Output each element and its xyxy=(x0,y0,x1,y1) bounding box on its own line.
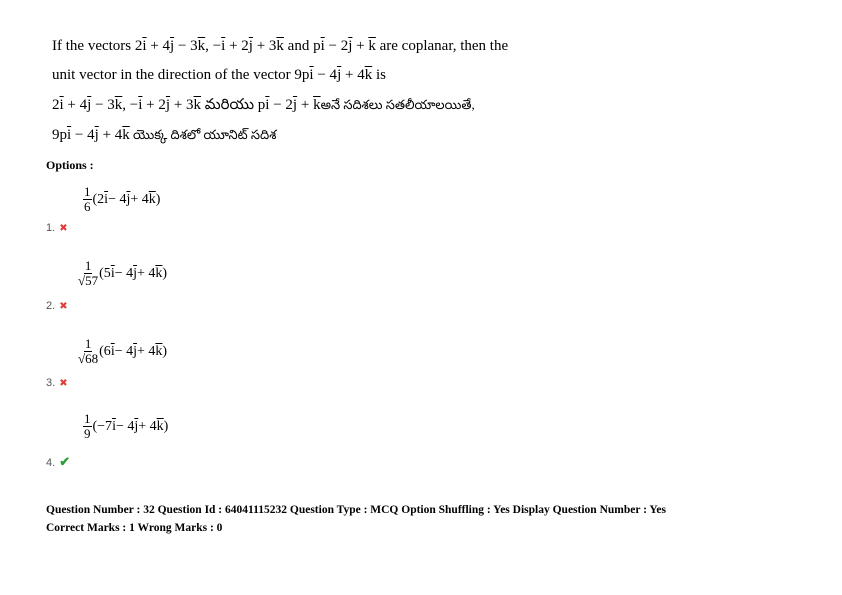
unit-vector-j: $\overline{j}$ xyxy=(170,38,175,54)
unit-vector-k: $\overline{k}$ xyxy=(148,191,156,207)
unit-vector-j: $\overline{j}$ xyxy=(337,67,342,83)
option-number: 2. xyxy=(46,300,56,312)
option-number: 4. xyxy=(46,457,56,469)
unit-vector-k: $\overline{k}$ xyxy=(276,38,284,54)
text: − 4 xyxy=(114,265,134,281)
unit-vector-k: $\overline{k}$ xyxy=(156,418,164,434)
unit-vector-j: $\overline{j}$ xyxy=(87,97,92,113)
unit-vector-j: $\overline{j}$ xyxy=(348,38,353,54)
text: 2 xyxy=(52,97,60,113)
text: + xyxy=(352,38,369,54)
option-number: 3. xyxy=(46,377,56,389)
text: ) xyxy=(155,191,161,207)
unit-vector-i: $\overline{i}$ xyxy=(112,418,116,434)
text: (2 xyxy=(92,191,105,207)
text: + 4 xyxy=(138,418,157,434)
unit-vector-j: $\overline{j}$ xyxy=(248,38,253,54)
option-1-marker xyxy=(46,218,68,236)
unit-vector-i: $\overline{i}$ xyxy=(110,265,115,281)
telugu-text: యొక్క దిశలో యూనిట్ సదిశ xyxy=(129,127,277,142)
text: unit vector in the direction of the vector 9p xyxy=(52,67,310,83)
unit-vector-k: $\overline{k}$ xyxy=(193,97,202,113)
option-3-marker xyxy=(46,373,68,391)
wrong-mark-icon: ✖ xyxy=(59,301,68,312)
text: − 4 xyxy=(71,127,95,143)
question-line-1 xyxy=(52,38,508,55)
text: + 4 xyxy=(98,127,123,143)
unit-vector-i: $\overline{i}$ xyxy=(138,97,143,113)
unit-vector-j: $\overline{j}$ xyxy=(292,97,298,113)
text: ) xyxy=(162,343,168,359)
fraction xyxy=(83,412,92,441)
unit-vector-i: $\overline{i}$ xyxy=(110,343,115,359)
text: is xyxy=(372,67,386,83)
denominator: √68 xyxy=(78,351,99,366)
text: − 4 xyxy=(313,67,338,83)
fraction xyxy=(83,185,92,214)
text: − 3 xyxy=(174,38,198,54)
wrong-mark-icon: ✖ xyxy=(59,223,68,234)
text: − 4 xyxy=(115,418,135,434)
denominator: 9 xyxy=(84,426,91,441)
denominator: √57 xyxy=(78,273,99,288)
text: and p xyxy=(283,38,321,54)
text: + 4 xyxy=(137,265,156,281)
numerator: 1 xyxy=(84,411,91,426)
unit-vector-i: $\overline{i}$ xyxy=(221,38,226,54)
text: + 3 xyxy=(170,97,194,113)
unit-vector-i: $\overline{i}$ xyxy=(265,97,270,113)
text: (−7 xyxy=(92,418,113,434)
unit-vector-k: $\overline{k}$ xyxy=(197,38,206,54)
text: , − xyxy=(122,97,139,113)
unit-vector-i: $\overline{i}$ xyxy=(104,191,109,207)
option-2-expression xyxy=(78,259,167,288)
option-4-marker xyxy=(46,453,70,471)
unit-vector-i: $\overline{i}$ xyxy=(59,97,64,113)
text: (5 xyxy=(99,265,111,281)
unit-vector-i: $\overline{i}$ xyxy=(309,67,314,83)
wrong-mark-icon: ✖ xyxy=(59,378,68,389)
numerator: 1 xyxy=(84,258,92,273)
option-2-marker xyxy=(46,296,68,314)
text: + 4 xyxy=(341,67,365,83)
text: ) xyxy=(162,265,168,281)
text: If the vectors 2 xyxy=(52,38,143,54)
telugu-question-line-1 xyxy=(52,97,475,117)
text: ) xyxy=(163,418,169,434)
question-metadata: Question Number : 32 Question Id : 64041115232 Question Type : MCQ Option Shuffling : Yes Display Question Number : Yes xyxy=(46,504,667,516)
telugu-text: అనే సదిశలు సతలీయాలయితే, xyxy=(320,97,475,112)
option-3-expression xyxy=(78,337,167,366)
option-1-expression xyxy=(83,185,160,214)
text: మరియు p xyxy=(201,97,266,113)
unit-vector-j: $\overline{j}$ xyxy=(133,265,137,281)
unit-vector-i: $\overline{i}$ xyxy=(142,38,147,54)
numerator: 1 xyxy=(84,336,92,351)
text: 9p xyxy=(52,127,67,143)
text: − 3 xyxy=(91,97,115,113)
fraction xyxy=(78,259,98,288)
text: + 2 xyxy=(225,38,249,54)
options-label: Options : xyxy=(46,158,94,172)
question-line-2 xyxy=(52,67,386,84)
unit-vector-k: $\overline{k}$ xyxy=(114,97,123,113)
text: , − xyxy=(205,38,222,54)
numerator: 1 xyxy=(84,184,91,199)
text: + 4 xyxy=(63,97,88,113)
unit-vector-i: $\overline{i}$ xyxy=(67,127,72,143)
unit-vector-k: $\overline{k}$ xyxy=(155,343,163,359)
denominator: 6 xyxy=(84,199,91,214)
text: − 2 xyxy=(324,38,349,54)
text: + 3 xyxy=(252,38,277,54)
fraction xyxy=(78,337,98,366)
unit-vector-k: $\overline{k}$ xyxy=(364,67,373,83)
text: − 2 xyxy=(269,97,293,113)
unit-vector-j: $\overline{j}$ xyxy=(133,343,137,359)
unit-vector-j: $\overline{j}$ xyxy=(126,191,131,207)
telugu-question-line-2 xyxy=(52,127,276,146)
unit-vector-k: $\overline{k}$ xyxy=(368,38,376,54)
option-4-expression xyxy=(83,412,168,441)
unit-vector-k: $\overline{k}$ xyxy=(313,97,321,113)
correct-check-icon: ✔ xyxy=(59,454,71,469)
unit-vector-i: $\overline{i}$ xyxy=(320,38,325,54)
text: + 4 xyxy=(137,343,156,359)
marks-info: Correct Marks : 1 Wrong Marks : 0 xyxy=(46,522,223,534)
unit-vector-j: $\overline{j}$ xyxy=(165,97,171,113)
text: are coplanar, then the xyxy=(375,38,509,54)
text: + 4 xyxy=(146,38,171,54)
text: − 4 xyxy=(108,191,127,207)
unit-vector-k: $\overline{k}$ xyxy=(155,265,163,281)
text: + 4 xyxy=(130,191,149,207)
unit-vector-j: $\overline{j}$ xyxy=(94,127,99,143)
text: − 4 xyxy=(114,343,134,359)
text: + 2 xyxy=(142,97,166,113)
unit-vector-j: $\overline{j}$ xyxy=(134,418,139,434)
unit-vector-k: $\overline{k}$ xyxy=(122,127,130,143)
text: (6 xyxy=(99,343,111,359)
text: + xyxy=(297,97,314,113)
option-number: 1. xyxy=(46,222,56,234)
